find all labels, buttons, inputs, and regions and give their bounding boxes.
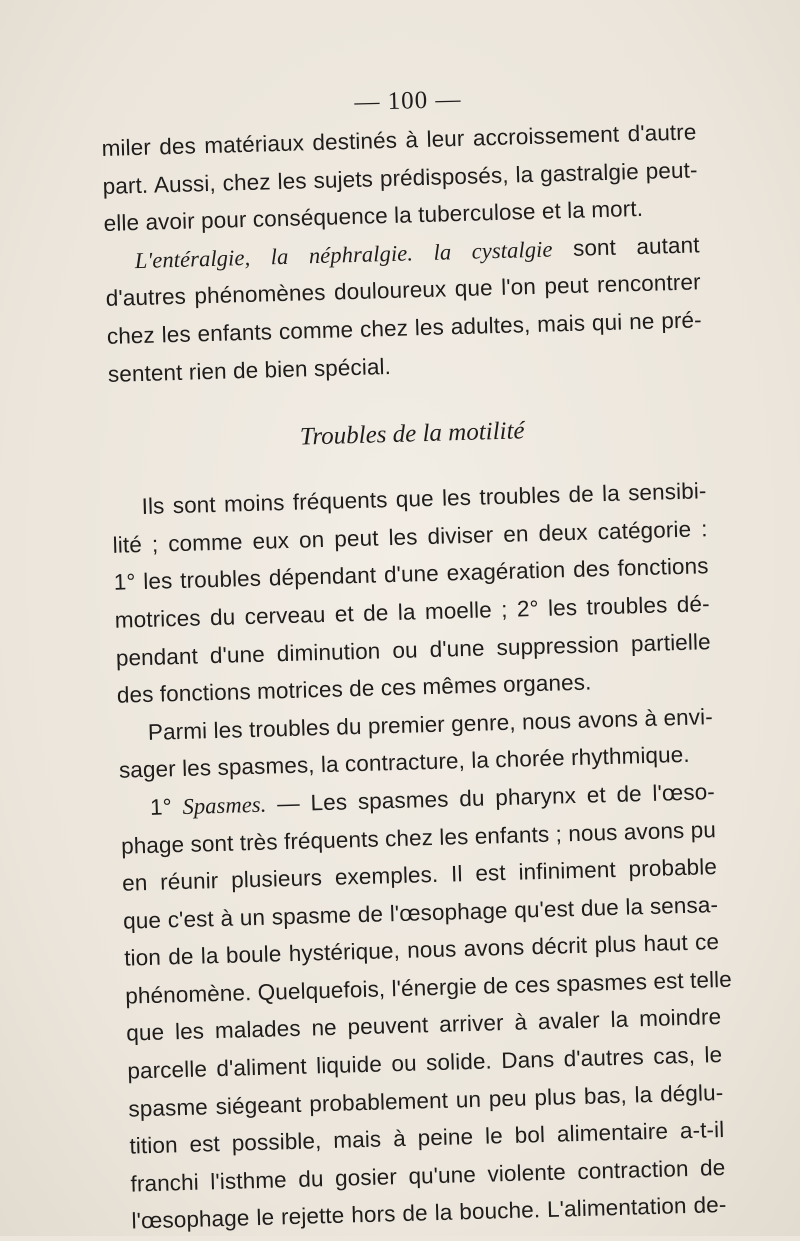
text-line: d'autres phénomènes douloureux que l'on peut rencontrer [105, 269, 701, 312]
italic-term: cystalgie [471, 236, 553, 264]
text-line: miler des matériaux destinés à leur accroissement d'autre [101, 119, 697, 161]
text-line: part. Aussi, chez les sujets prédisposés, la gastralgie peut- [102, 156, 698, 199]
text-line: en réunir plusieurs exemples. Il est infiniment probable [121, 854, 718, 896]
text-line: sentent rien de bien spécial. [107, 353, 392, 387]
italic-term: L'entéralgie, [134, 244, 251, 273]
text-line: des fonctions motrices de ces mêmes organes. [116, 669, 592, 708]
text-line: tion de la boule hystérique, nous avons décrit plus haut ce [123, 929, 720, 971]
text-line: pendant d'une diminution ou d'une suppression partielle [115, 628, 711, 671]
text-line: elle avoir pour conséquence la tuberculose et la mort. [103, 196, 644, 237]
text-line: tition est possible, mais à peine le bol alimentaire a-t-il [129, 1117, 725, 1159]
italic-term: la [433, 239, 452, 265]
text-line: 1° les troubles dépendant d'une exagération des fonctions [113, 553, 709, 596]
text-fragment: — Les spasmes du pharynx et de l'œso- [276, 779, 716, 817]
text-line: que les malades ne peuvent arriver à avaler la moindre [126, 1004, 722, 1047]
text-line: spasme siégeant probablement un peu plus bas, la déglu- [128, 1079, 724, 1122]
text-line: phage sont très fréquents chez les enfants ; nous avons pu [120, 816, 717, 859]
text-fragment: sont autant [572, 232, 700, 261]
section-heading: Troubles de la motilité [299, 417, 525, 451]
italic-term: néphralgie. [308, 240, 414, 269]
text-line: chez les enfants comme chez les adultes, mais qui ne pré- [106, 307, 702, 349]
text-line: Parmi les troubles du premier genre, nous avons à envi- [147, 703, 714, 745]
paragraph-troubles-intro [111, 472, 712, 714]
page-number: — 100 — [354, 85, 462, 116]
page-text-block [100, 73, 733, 1240]
text-line: l'œsophage le rejette hors de la bouche. L'alimentation de- [131, 1192, 727, 1234]
italic-term: Spasmes. [182, 791, 267, 819]
list-number: 1° [149, 794, 173, 820]
text-line: phénomène. Quelquefois, l'énergie de ces spasmes est telle [124, 966, 733, 1009]
paragraph-spasmes [120, 773, 733, 1241]
text-line: lité ; comme eux on peut les diviser en deux catégorie : [112, 515, 708, 558]
text-line: motrices du cerveau et de la moelle ; 2° les troubles dé- [114, 591, 710, 633]
text-line: que c'est à un spasme de l'œsophage qu'est due la sensa- [122, 891, 719, 934]
text-line: Ils sont moins fréquents que les troubles de la sensibi- [141, 478, 707, 520]
text-line: sager les spasmes, la contracture, la chorée rhythmique. [118, 742, 691, 784]
paragraph-continuation [101, 113, 699, 242]
italic-term: la [270, 243, 289, 270]
paragraph-enteralgie [104, 226, 703, 393]
text-line: parcelle d'aliment liquide ou solide. Dans d'autres cas, le [127, 1042, 723, 1084]
text-line: franchi l'isthme du gosier qu'une violente contraction de [130, 1154, 726, 1197]
